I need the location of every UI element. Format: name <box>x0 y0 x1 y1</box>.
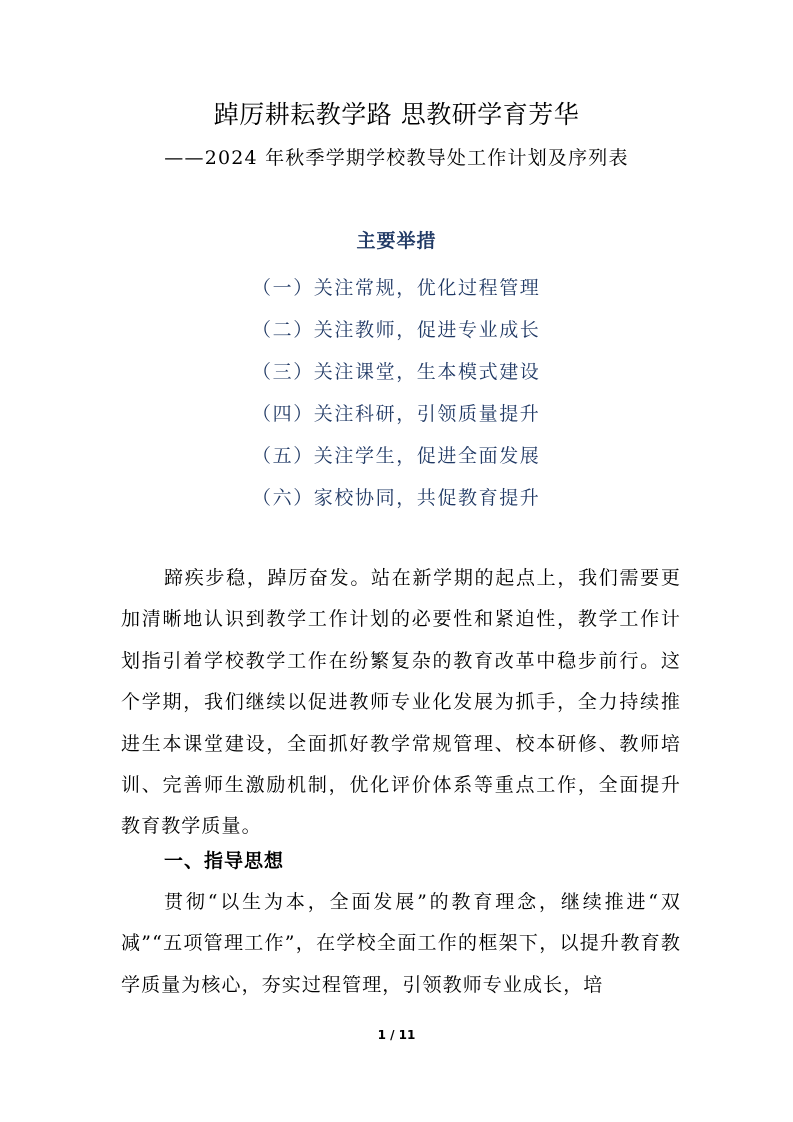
measure-item: （一）关注常规，优化过程管理 <box>252 277 541 299</box>
measures-heading: 主要举措 <box>356 230 437 252</box>
document-title: 踔厉耕耘教学路 思教研学育芳华 <box>213 100 580 129</box>
measures-list <box>252 267 540 519</box>
measure-item: （六）家校协同，共促教育提升 <box>252 487 541 509</box>
page-number: 1 / 11 <box>377 1028 416 1042</box>
section-heading-guiding-ideology: 一、指导思想 <box>164 850 285 872</box>
measure-item: （五）关注学生，促进全面发展 <box>252 445 541 467</box>
measure-item: （二）关注教师，促进专业成长 <box>252 319 541 341</box>
measure-item: （四）关注科研，引领质量提升 <box>252 403 541 425</box>
intro-paragraph: 蹄疾步稳，踔厉奋发。站在新学期的起点上，我们需要更加清晰地认识到教学工作计划的必要性和紧迫性，教学工作计划指引着学校教学工作在纷繁复杂的教育改革中稳步前行。这个学期，我们继续以促进教师专业化发展为抓手，全力持续推进生本课堂建设，全面抓好教学常规管理、校本研修、教师培训、完善师生激励机制，优化评价体系等重点工作，全面提升教育教学质量。 <box>121 567 681 838</box>
guiding-ideology-paragraph: 贯彻“以生为本，全面发展”的教育理念，继续推进“双减”“五项管理工作”，在学校全面工作的框架下，以提升教育教学质量为核心，夯实过程管理，引领教师专业成长，培 <box>121 891 681 996</box>
document-subtitle: ——2024 年秋季学期学校教导处工作计划及序列表 <box>164 147 629 169</box>
measure-item: （三）关注课堂，生本模式建设 <box>252 361 541 383</box>
